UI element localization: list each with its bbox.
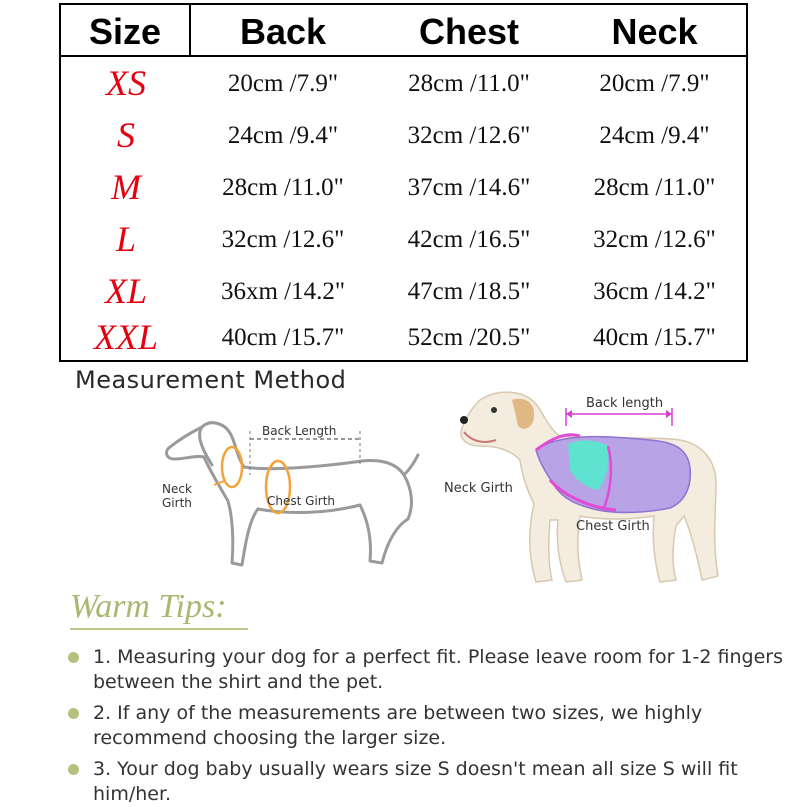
table-row xyxy=(61,311,746,363)
size-label: XXL xyxy=(93,317,158,357)
size-chart-table xyxy=(59,3,748,362)
size-label: XL xyxy=(104,271,147,311)
measurement-method-title: Measurement Method xyxy=(75,366,347,394)
chest-cell: 47cm /18.5" xyxy=(407,278,531,305)
right-back-length-label: Back length xyxy=(586,396,664,411)
chest-cell: 32cm /12.6" xyxy=(407,122,531,149)
tip-item-3: 3. Your dog baby usually wears size S doesn't mean all size S will fit him/her. xyxy=(93,758,738,805)
header-chest: Chest xyxy=(418,11,520,52)
right-neck-girth-label: Neck Girth xyxy=(444,481,513,496)
size-label: M xyxy=(111,167,141,207)
left-neck-label-line2: Girth xyxy=(162,496,192,510)
table-row xyxy=(61,109,746,161)
bullet-icon xyxy=(68,708,79,719)
back-cell: 36xm /14.2" xyxy=(220,278,346,305)
left-neck-label-line1: Neck xyxy=(162,482,192,496)
back-cell: 24cm /9.4" xyxy=(227,122,339,149)
warm-tips-title: Warm Tips: xyxy=(70,588,227,625)
header-size: Size xyxy=(88,11,162,52)
right-chest-girth-label: Chest Girth xyxy=(576,519,650,534)
warm-tips-underline xyxy=(70,628,248,630)
neck-cell: 20cm /7.9" xyxy=(599,70,710,97)
back-cell: 28cm /11.0" xyxy=(222,174,344,201)
neck-cell: 40cm /15.7" xyxy=(593,324,716,351)
tip-item-1: 1. Measuring your dog for a perfect fit. Please leave room for 1-2 fingers between the shirt and the pet. xyxy=(93,646,784,693)
header-neck: Neck xyxy=(611,11,698,52)
neck-cell: 32cm /12.6" xyxy=(593,226,716,253)
size-label: XS xyxy=(106,63,146,103)
neck-cell: 24cm /9.4" xyxy=(599,122,710,149)
table-row xyxy=(61,213,746,265)
dog-wearing-vest-diagram xyxy=(440,380,740,592)
neck-cell: 28cm /11.0" xyxy=(593,174,716,201)
back-cell: 32cm /12.6" xyxy=(221,226,345,253)
chest-cell: 37cm /14.6" xyxy=(407,174,531,201)
size-chart-header xyxy=(61,5,746,57)
size-label: L xyxy=(115,219,137,259)
neck-cell: 36cm /14.2" xyxy=(593,278,716,305)
tip-item-2: 2. If any of the measurements are between two sizes, we highly recommend choosing the larger size. xyxy=(93,702,703,749)
table-row xyxy=(61,161,746,213)
bullet-icon xyxy=(68,764,79,775)
chest-cell: 52cm /20.5" xyxy=(407,324,531,351)
back-cell: 40cm /15.7" xyxy=(221,324,345,351)
chest-cell: 28cm /11.0" xyxy=(408,70,530,97)
header-back: Back xyxy=(239,11,327,52)
size-label: S xyxy=(117,115,135,155)
left-chest-girth-label: Chest Girth xyxy=(267,494,336,508)
left-back-length-label: Back Length xyxy=(262,424,337,438)
back-cell: 20cm /7.9" xyxy=(227,70,339,97)
table-row xyxy=(61,57,746,109)
chest-cell: 42cm /16.5" xyxy=(407,226,531,253)
bullet-icon xyxy=(68,652,79,663)
dog-outline-diagram xyxy=(150,405,420,590)
table-row xyxy=(61,265,746,317)
